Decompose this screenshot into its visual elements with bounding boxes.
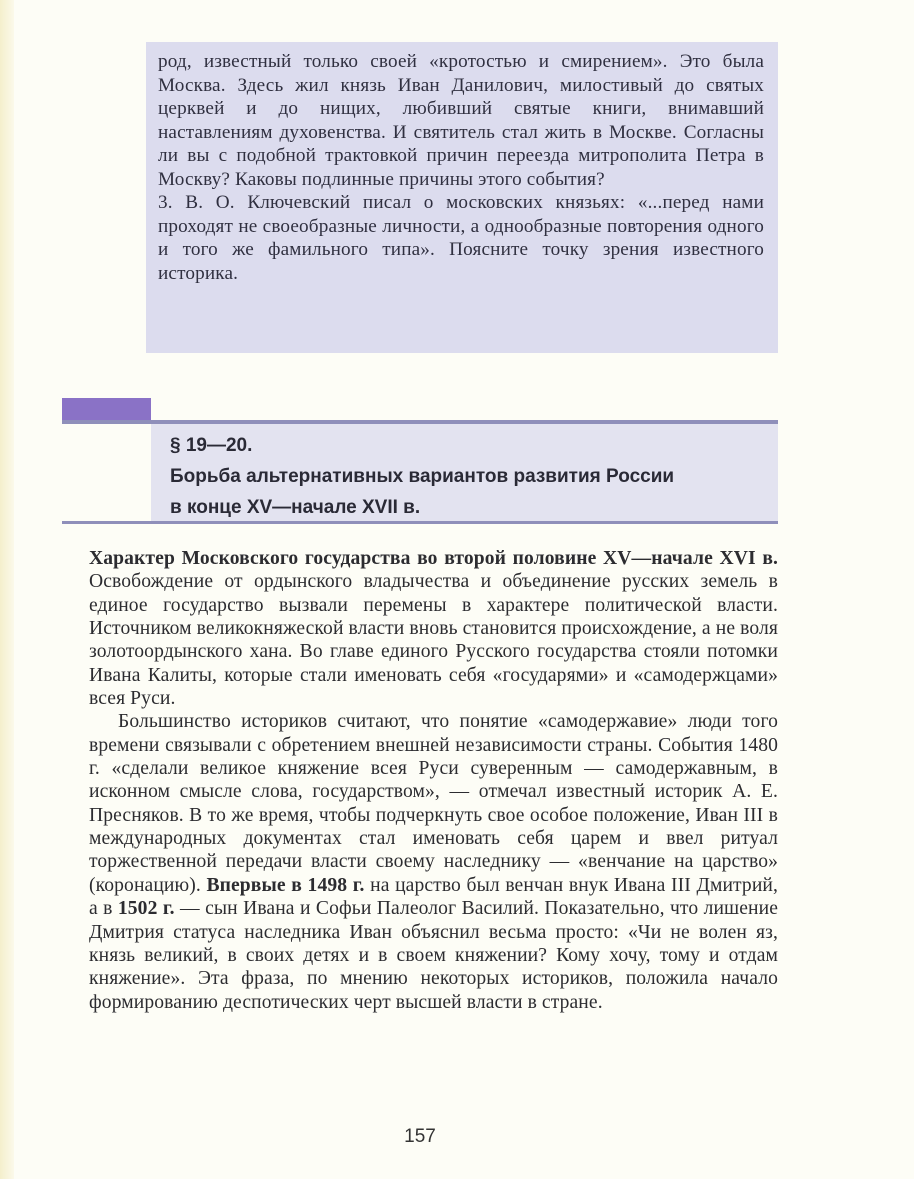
section-header [170, 430, 780, 523]
page-number: 157 [404, 1126, 436, 1147]
section-title-line-1: Борьба альтернативных вариантов развития России [170, 466, 675, 487]
task-3: 3. В. О. Ключевский писал о московских князьях: «...перед нами проходят не своеобразные личности, а однообразные повторения одного и того же фамильного типа». Поясните точку зрения известного историка. [158, 192, 764, 284]
paragraph-2-bold-2: 1502 г. [117, 898, 175, 920]
paragraph-2 [89, 710, 778, 1013]
paragraph-1 [89, 547, 778, 710]
paragraph-2-bold-1: Впервые в 1498 г. [206, 874, 365, 896]
paragraph-2-part-1: Большинство историков считают, что понятие «самодержавие» люди того времени связывали с обретением внешней независимости страны. События 1480 г. «сделали великое княжение всея Руси суверенным — самодержавным, в исконном смысле слова, государством», — отмечал известный историк А. Е. Пресняков. В то же время, чтобы подчеркнуть свое особое положение, Иван III в международных документах стал именовать себя царем и ввел ритуал торжественной передачи власти своему наследнику — «венчание на царство» (коронацию). [89, 711, 778, 896]
paragraph-2-part-2: на царство был венчан внук Ивана III Дмитрий, а в [89, 874, 779, 920]
paragraph-2-part-3: — сын Ивана и Софьи Палеолог Василий. Показательно, что лишение Дмитрия статуса наследника Иван объяснил весьма просто: «Чи не волен яз, князь великий, в своих детях и в своем княжении? Кому хочу, тому и отдам княжение». Эта фраза, по мнению некоторых историков, положила начало формированию деспотических черт высшей власти в стране. [89, 898, 778, 1013]
tasks-box [146, 42, 778, 353]
task-2-continuation: род, известный только своей «кротостью и смирением». Это была Москва. Здесь жил князь Иван Данилович, милостивый до святых церквей и до нищих, любивший святые книги, внимавший наставлениям духовенства. И святитель стал жить в Москве. Согласны ли вы с подобной трактовкой причин переезда митрополита Петра в Москву? Каковы подлинные причины этого события? [158, 51, 764, 190]
page-edge [0, 0, 14, 1179]
section-header-tab [62, 398, 151, 422]
section-number: § 19—20. [170, 435, 253, 456]
main-text [89, 547, 778, 1014]
paragraph-1-text: Освобождение от ордынского владычества и объединение русских земель в единое государство вызвали перемены в характере политической власти. Источником великокняжеской власти вновь становится происхождение, а не воля золотоордынского хана. Во главе единого Русского государства стояли потомки Ивана Калиты, которые стали именовать себя «государями» и «самодержцами» всея Руси. [89, 571, 778, 710]
paragraph-1-heading: Характер Московского государства во второй половине XV—начале XVI в. [89, 548, 778, 569]
tasks-text [158, 50, 764, 285]
section-title-line-2: в конце XV—начале XVII в. [170, 497, 421, 518]
